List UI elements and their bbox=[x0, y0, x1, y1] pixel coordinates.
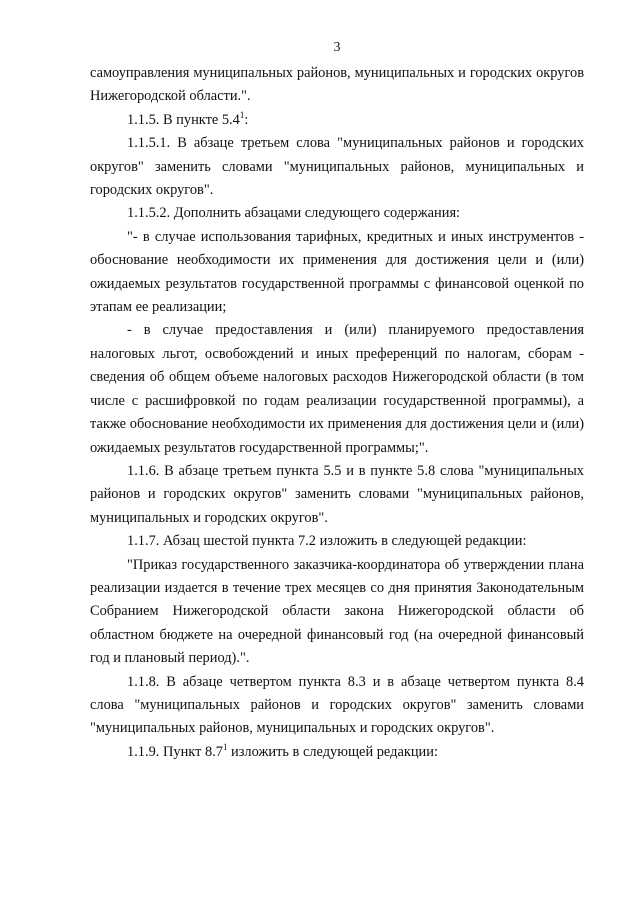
paragraph-9: "Приказ государственного заказчика-координатора об утверждении плана реализации издается в течение трех месяцев со дня принятия Законодательным Собранием Нижегородской области закона Нижегородской области об областном бюджете на очередной финансовый год (на очередной финансовый год и плановый период).". bbox=[90, 556, 584, 667]
superscript: 1 bbox=[239, 110, 245, 121]
paragraph-5: "- в случае использования тарифных, кредитных и иных инструментов - обоснование необходимости их применения для достижения цели и (или) ожидаемых результатов государственной программы с финансовой оценкой по этапам ее реализации; bbox=[90, 228, 584, 316]
paragraph-6: - в случае предоставления и (или) планируемого предоставления налоговых льгот, освобождений и иных преференций по налогам, сборам - сведения об общем объеме налоговых расходов Нижегородской области (в том числе с расшифровкой по годам реализации государственной программы), а также обоснование необходимости их применения для достижения цели и (или) ожидаемых результатов государственной программы;". bbox=[90, 322, 584, 456]
paragraph-4: 1.1.5.2. Дополнить абзацами следующего содержания: bbox=[127, 205, 461, 222]
paragraph-10: 1.1.8. В абзаце четвертом пункта 8.3 и в абзаце четвертом пункта 8.4 слова "муниципальных районов и городских округов" заменить словами "муниципальных районов, муниципальных и городских округов". bbox=[90, 673, 584, 737]
paragraph-7: 1.1.6. В абзаце третьем пункта 5.5 и в пункте 5.8 слова "муниципальных районов и городских округов" заменить словами "муниципальных районов, муниципальных и городских округов". bbox=[90, 462, 584, 526]
paragraph-11: 1.1.9. Пункт $8.7^1$ изложить в следующей редакции: bbox=[127, 741, 438, 760]
paragraph-1: самоуправления муниципальных районов, муниципальных и городских округов Нижегородской области.". bbox=[90, 65, 584, 105]
page-number: 3 bbox=[333, 40, 341, 55]
paragraph-2: 1.1.5. В пункте $5.4^1$: bbox=[127, 110, 249, 128]
paragraph-3: 1.1.5.1. В абзаце третьем слова "муниципальных районов и городских округов" заменить словами "муниципальных районов, муниципальных и городских округов". bbox=[90, 135, 584, 199]
superscript: 1 bbox=[222, 741, 228, 752]
paragraph-8: 1.1.7. Абзац шестой пункта 7.2 изложить в следующей редакции: bbox=[127, 533, 527, 550]
